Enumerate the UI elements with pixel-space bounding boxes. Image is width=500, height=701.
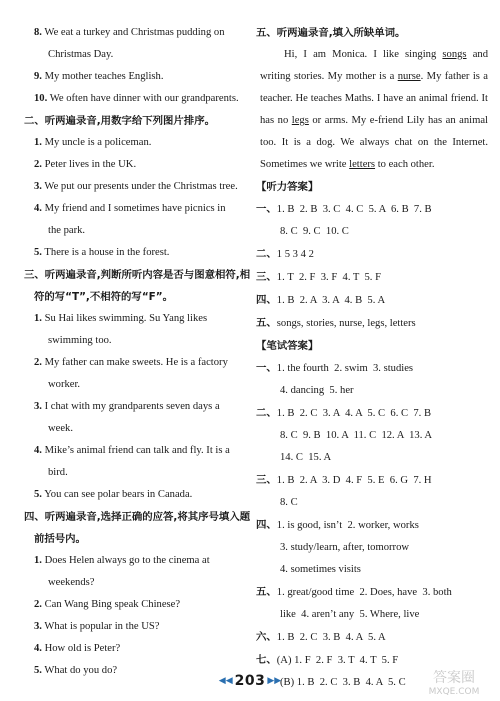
item-text: You can see polar bears in Canada. <box>44 489 193 500</box>
question-item <box>24 176 246 198</box>
blank-songs: songs <box>442 49 467 60</box>
answer-text: 1. great/good time 2. Does, have 3. both <box>276 587 452 598</box>
section-title: 五、听两遍录音,填入所缺单词。 <box>256 27 406 39</box>
answer-section-label: 三、 <box>256 474 277 486</box>
answer-section-label: 二、 <box>256 248 277 260</box>
answer-text: 1. B 2. C 3. A 4. A 5. C 6. C 7. B <box>276 408 432 419</box>
answer-text: 1. the fourth 2. swim 3. studies <box>276 363 414 374</box>
item-text: We put our presents under the Christmas tree. <box>44 181 238 192</box>
answer-continuation: 8. C 9. C 10. C <box>280 226 349 237</box>
question-item <box>24 242 246 264</box>
item-number: 2. <box>34 357 42 368</box>
svg-text:答案圈: 答案圈 <box>433 670 475 686</box>
question-item <box>24 154 246 176</box>
answer-text: 1. B 2. A 3. A 4. B 5. A <box>276 295 386 306</box>
watermark-logo <box>414 667 494 697</box>
answer-section-label: 四、 <box>256 519 277 531</box>
answer-line <box>256 469 488 492</box>
question-item <box>24 550 246 572</box>
item-number: 9. <box>34 71 42 82</box>
answer-text: songs, stories, nurse, legs, letters <box>276 318 416 329</box>
question-item <box>24 616 246 638</box>
question-item <box>24 308 246 330</box>
item-text: Can Wang Bing speak Chinese? <box>44 599 181 610</box>
question-item <box>24 594 246 616</box>
answer-line <box>256 581 488 604</box>
answer-heading: 【听力答案】 <box>256 181 319 193</box>
answer-continuation: (B) 1. B 2. C 3. B 4. A 5. C <box>280 677 406 688</box>
answer-continuation: 3. study/learn, after, tomorrow <box>280 542 410 553</box>
answer-line <box>256 198 488 221</box>
blank-legs: legs <box>291 115 309 126</box>
answer-text: 1. B 2. B 3. C 4. C 5. A 6. B 7. B <box>276 204 432 215</box>
svg-text:MXQE.COM: MXQE.COM <box>428 687 480 697</box>
item-number: 2. <box>34 599 42 610</box>
item-text: Mike’s animal friend can talk and fly. It is a <box>44 445 230 456</box>
item-text: What is popular in the US? <box>44 621 160 632</box>
prev-arrows-icon: ◀◀ <box>218 675 233 685</box>
answer-text: (A) 1. F 2. F 3. T 4. T 5. F <box>276 655 399 666</box>
item-text: We eat a turkey and Christmas pudding on <box>44 27 225 38</box>
answer-line <box>256 626 488 649</box>
item-text: We often have dinner with our grandparents. <box>49 93 239 104</box>
answer-section-label: 一、 <box>256 203 277 215</box>
answer-section-label: 七、 <box>256 654 277 666</box>
answer-section-label: 一、 <box>256 362 277 374</box>
answer-line <box>256 312 488 335</box>
answer-continuation: like 4. aren’t any 5. Where, live <box>280 609 420 620</box>
item-number: 1. <box>34 137 42 148</box>
answer-continuation: 4. dancing 5. her <box>280 385 354 396</box>
answer-key <box>256 176 488 694</box>
answer-section-label: 二、 <box>256 407 277 419</box>
answer-continuation: 14. C 15. A <box>280 452 332 463</box>
item-number: 5. <box>34 489 42 500</box>
answer-text: 1 5 3 4 2 <box>276 249 314 260</box>
question-item <box>24 440 246 462</box>
item-continuation: Christmas Day. <box>48 49 114 60</box>
item-number: 4. <box>34 643 42 654</box>
item-number: 5. <box>34 247 42 258</box>
section-heading: 符的写“T”,不相符的写“F”。 <box>34 291 173 303</box>
question-item <box>24 22 246 44</box>
item-continuation: bird. <box>48 467 68 478</box>
item-number: 1. <box>34 555 42 566</box>
answer-line <box>256 289 488 312</box>
item-number: 2. <box>34 159 42 170</box>
question-item <box>24 66 246 88</box>
item-number: 1. <box>34 313 42 324</box>
answer-section-label: 六、 <box>256 631 277 643</box>
item-number: 3. <box>34 181 42 192</box>
item-number: 4. <box>34 445 42 456</box>
question-item <box>24 638 246 660</box>
answer-text: 1. B 2. A 3. D 4. F 5. E 6. G 7. H <box>276 475 432 486</box>
next-arrows-icon: ▶▶ <box>267 675 282 685</box>
item-number: 3. <box>34 401 42 412</box>
answer-line <box>256 243 488 266</box>
answer-text: 1. T 2. F 3. F 4. T 5. F <box>276 272 381 283</box>
item-number: 3. <box>34 621 42 632</box>
passage: Hi, I am Monica. I like singing songs and writing stories. My mother is a nurse. My father is a teacher. He teaches Maths. I have an animal friend. It has no legs or arms. My e-friend Lily has an animal too. It is a dog. We always chat on the Internet. Sometimes we write letters to each other. <box>260 49 488 170</box>
blank-letters: letters <box>349 159 376 170</box>
item-number: 5. <box>34 665 42 676</box>
item-number: 8. <box>34 27 42 38</box>
item-text: Su Hai likes swimming. Su Yang likes <box>44 313 208 324</box>
item-text: Does Helen always go to the cinema at <box>44 555 210 566</box>
answer-section-label: 五、 <box>256 317 277 329</box>
item-text: My uncle is a policeman. <box>44 137 152 148</box>
answer-line <box>256 266 488 289</box>
answer-line <box>256 402 488 425</box>
right-column <box>256 22 488 694</box>
section-heading: 四、听两遍录音,选择正确的应答,将其序号填入题 <box>24 511 251 523</box>
item-continuation: week. <box>48 423 73 434</box>
item-text: I chat with my grandparents seven days a <box>44 401 220 412</box>
answer-section-label: 五、 <box>256 586 277 598</box>
section-heading: 三、听两遍录音,判断所听内容是否与图意相符,相 <box>24 269 251 281</box>
blank-nurse: nurse <box>397 71 421 82</box>
item-number: 4. <box>34 203 42 214</box>
item-continuation: swimming too. <box>48 335 112 346</box>
item-number: 10. <box>34 93 48 104</box>
item-text: My father can make sweets. He is a factory <box>44 357 228 368</box>
answer-continuation: 8. C <box>280 497 298 508</box>
item-text: There is a house in the forest. <box>44 247 170 258</box>
item-text: My friend and I sometimes have picnics in <box>44 203 226 214</box>
answer-line <box>256 357 488 380</box>
answer-continuation: 4. sometimes visits <box>280 564 361 575</box>
question-item <box>24 352 246 374</box>
question-item <box>24 484 246 506</box>
question-item <box>24 198 246 220</box>
item-text: My mother teaches English. <box>44 71 164 82</box>
section-heading: 前括号内。 <box>34 533 86 545</box>
item-continuation: worker. <box>48 379 81 390</box>
item-continuation: the park. <box>48 225 86 236</box>
answer-text: 1. B 2. C 3. B 4. A 5. A <box>276 632 386 643</box>
answer-continuation: 8. C 9. B 10. A 11. C 12. A 13. A <box>280 430 433 441</box>
item-continuation: weekends? <box>48 577 95 588</box>
item-text: How old is Peter? <box>44 643 121 654</box>
answer-section-label: 四、 <box>256 294 277 306</box>
answer-section-label: 三、 <box>256 271 277 283</box>
left-column <box>24 22 251 682</box>
question-item <box>24 88 246 110</box>
question-item <box>24 132 246 154</box>
answer-line <box>256 514 488 537</box>
question-item <box>24 396 246 418</box>
answer-heading: 【笔试答案】 <box>256 340 319 352</box>
page-number: 203 <box>234 673 266 689</box>
answer-text: 1. is good, isn’t 2. worker, works <box>276 520 419 531</box>
section-heading: 二、听两遍录音,用数字给下列图片排序。 <box>24 115 215 127</box>
item-text: What do you do? <box>44 665 118 676</box>
item-text: Peter lives in the UK. <box>44 159 137 170</box>
